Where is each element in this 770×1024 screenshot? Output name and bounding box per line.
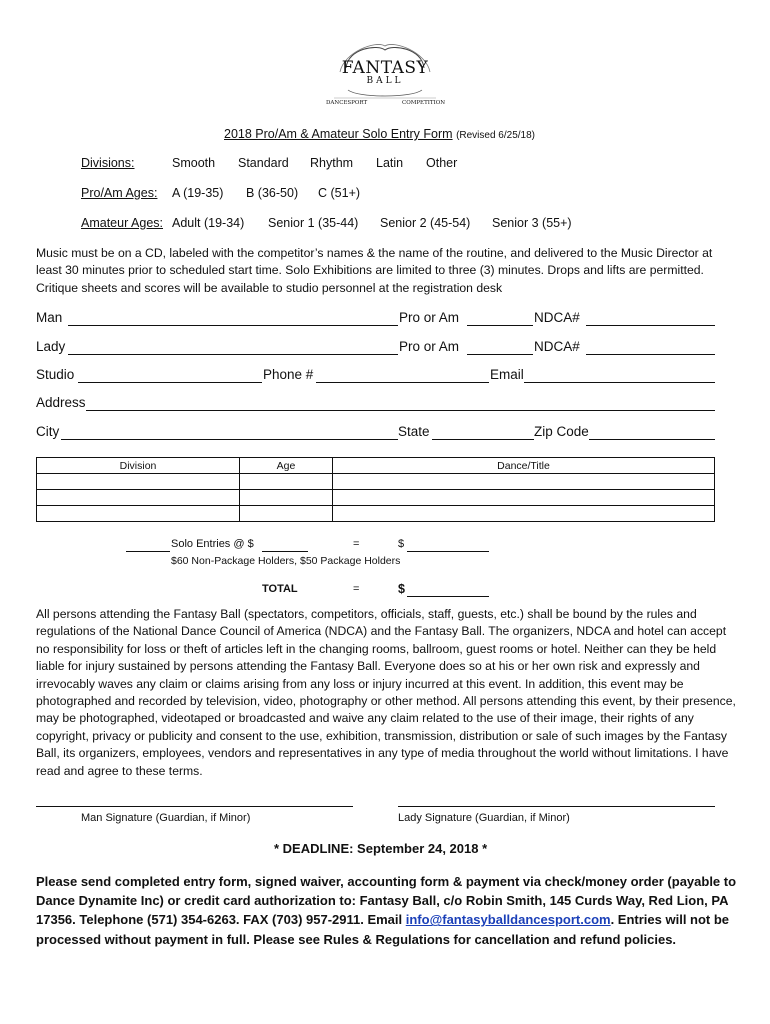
table-row	[37, 490, 715, 506]
total-equals: =	[353, 583, 360, 595]
division-other: Other	[426, 156, 458, 170]
form-title	[224, 127, 535, 141]
division-standard: Standard	[238, 156, 289, 170]
address-label: Address	[36, 395, 86, 410]
amateur-ages-label: Amateur Ages:	[81, 216, 163, 230]
division-rhythm: Rhythm	[310, 156, 354, 170]
package-note: $60 Non-Package Holders, $50 Package Holders	[171, 555, 401, 567]
man-ndca-field[interactable]	[586, 325, 715, 326]
dance-title-cell[interactable]	[333, 490, 715, 506]
age-cell[interactable]	[240, 490, 333, 506]
zip-field[interactable]	[589, 439, 715, 440]
email-field[interactable]	[524, 382, 715, 383]
solo-dollar: $	[398, 538, 405, 550]
email-label: Email	[490, 367, 524, 382]
man-ndca-label: NDCA#	[534, 310, 580, 325]
lady-pro-or-am-field[interactable]	[467, 354, 533, 355]
table-header-row	[37, 458, 715, 474]
division-cell[interactable]	[37, 490, 240, 506]
lady-signature-label: Lady Signature (Guardian, if Minor)	[398, 812, 570, 824]
division-cell[interactable]	[37, 506, 240, 522]
divisions-label: Divisions:	[81, 156, 135, 170]
total-field[interactable]	[407, 596, 489, 597]
form-title-main: 2018 Pro/Am & Amateur Solo Entry Form	[224, 127, 453, 141]
amateur-age-adult: Adult (19-34)	[172, 216, 245, 230]
address-field[interactable]	[86, 410, 715, 411]
proam-age-c: C (51+)	[318, 186, 361, 200]
logo-right-word: COMPETITION	[402, 100, 446, 106]
lady-ndca-field[interactable]	[586, 354, 715, 355]
studio-label: Studio	[36, 367, 75, 382]
logo-subtitle: BALL	[366, 76, 404, 86]
man-label: Man	[36, 310, 63, 325]
dance-title-cell[interactable]	[333, 506, 715, 522]
man-name-field[interactable]	[68, 325, 398, 326]
solo-equals: =	[353, 538, 360, 550]
total-dollar: $	[398, 582, 405, 596]
dance-title-cell[interactable]	[333, 474, 715, 490]
age-cell[interactable]	[240, 474, 333, 490]
solo-entries-fee-field[interactable]	[262, 551, 308, 552]
proam-ages-label: Pro/Am Ages:	[81, 186, 158, 200]
contact-email-link[interactable]: info@fantasyballdancesport.com	[405, 912, 611, 928]
music-instructions: Music must be on a CD, labeled with the competitor’s names & the name of the routine, and delivered to the Music Director at least 30 minutes prior to scheduled start time. Solo Exhibitions are limited to three (3) minutes. Drops and lifts are permitted. Critique sheets and scores will be available to studio personnel at the registration desk	[36, 246, 713, 295]
lady-signature-field[interactable]	[398, 806, 715, 807]
state-label: State	[398, 424, 430, 439]
table-row	[37, 506, 715, 522]
division-smooth: Smooth	[172, 156, 216, 170]
division-cell[interactable]	[37, 474, 240, 490]
form-revised: (Revised 6/25/18)	[456, 130, 535, 141]
fantasy-ball-logo	[318, 38, 452, 112]
table-header-division: Division	[37, 458, 240, 474]
amateur-age-senior1: Senior 1 (35-44)	[268, 216, 359, 230]
waiver-text: All persons attending the Fantasy Ball (spectators, competitors, officials, staff, guests, etc.) shall be bound by the rules and regulations of the National Dance Council of America (NDCA) and the Fantasy Ball. The organizers, NDCA and hotel can accept no responsibility for loss or theft of articles left in the changing rooms, ballroom, guest rooms or hotel. Neither can they be held liable for injury sustained by persons attending the Fantasy Ball. Everyone does so at his or her own risk and expressly and irrevocably waves any claim or claims arising from any loss or injury incurred at this event. In addition, this event may be photographed and recorded by television, video, photography or other method. All persons attending this event, by their presence, may be photographed, videotaped or broadcasted and waive any claim related to the use of their image, their rights of any copyright, privacy or publicity and consent to the use, exhibition, transmission, distribution or sale of such images by the Fantasy Ball, its organizers, employees, vendors and representatives in any type of media throughout the world without limitations. I have read and agree to these terms.	[36, 607, 736, 778]
amateur-age-senior3: Senior 3 (55+)	[492, 216, 572, 230]
table-row	[37, 474, 715, 490]
table-header-age: Age	[240, 458, 333, 474]
amateur-age-senior2: Senior 2 (45-54)	[380, 216, 471, 230]
closing-instructions	[36, 872, 738, 949]
logo-left-word: DANCESPORT	[326, 100, 368, 106]
man-pro-or-am-label: Pro or Am	[399, 310, 460, 325]
solo-entries-label: Solo Entries @ $	[171, 538, 254, 550]
solo-subtotal-field[interactable]	[407, 551, 489, 552]
total-label: TOTAL	[262, 583, 298, 595]
man-pro-or-am-field[interactable]	[467, 325, 533, 326]
man-signature-field[interactable]	[36, 806, 353, 807]
zip-label: Zip Code	[534, 424, 589, 439]
lady-name-field[interactable]	[68, 354, 398, 355]
studio-field[interactable]	[78, 382, 262, 383]
proam-age-a: A (19-35)	[172, 186, 224, 200]
lady-pro-or-am-label: Pro or Am	[399, 339, 460, 354]
age-cell[interactable]	[240, 506, 333, 522]
entry-table	[36, 457, 715, 522]
table-header-dance-title: Dance/Title	[333, 458, 715, 474]
proam-age-b: B (36-50)	[246, 186, 299, 200]
city-field[interactable]	[61, 439, 398, 440]
phone-label: Phone #	[263, 367, 314, 382]
logo-title: FANTASY	[341, 58, 429, 78]
state-field[interactable]	[432, 439, 534, 440]
city-label: City	[36, 424, 60, 439]
closing-text-1: Please send completed entry form, signed waiver, accounting form & payment via check/money order (payable to Dance Dynamite Inc) or credit card authorization to: Fantasy Ball, c/o Robin Smith, 145 Curds Way, Red Lion, PA 17356. Telephone (571) 354-6263. FAX (703) 957-2911. Email	[36, 874, 737, 928]
lady-label: Lady	[36, 339, 66, 354]
man-signature-label: Man Signature (Guardian, if Minor)	[81, 812, 251, 824]
closing-text-2: . Entries will not be processed without payment in full. Please see Rules & Regulations for cancellation and refund policies.	[36, 912, 730, 947]
division-latin: Latin	[376, 156, 404, 170]
deadline: * DEADLINE: September 24, 2018 *	[274, 841, 488, 856]
phone-field[interactable]	[316, 382, 489, 383]
lady-ndca-label: NDCA#	[534, 339, 580, 354]
solo-entries-count-field[interactable]	[126, 551, 170, 552]
